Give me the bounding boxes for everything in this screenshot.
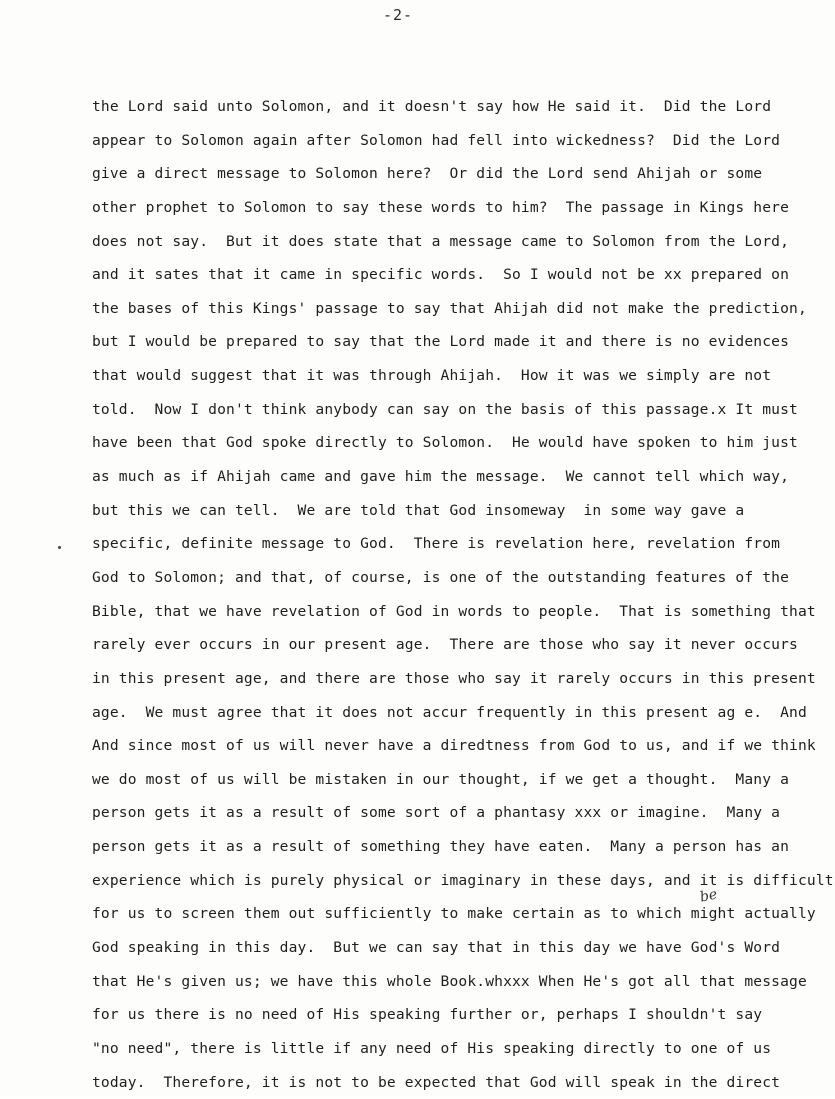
handwritten-insertion: be — [698, 886, 719, 906]
text-line: and it sates that it came in specific words. So I would not be xx prepared on — [92, 266, 790, 284]
text-line: have been that God spoke directly to Solomon. He would have spoken to him just — [92, 434, 798, 452]
text-line: age. We must agree that it does not accur frequently in this present ag e. And — [92, 703, 807, 721]
text-line: person gets it as a result of some sort of a phantasy xxx or imagine. Many a — [92, 804, 781, 822]
text-line: Bible, that we have revelation of God in words to people. That is something that — [92, 602, 816, 620]
text-line: the bases of this Kings' passage to say that Ahijah did not make the prediction, — [92, 299, 807, 317]
text-line: but I would be prepared to say that the Lord made it and there is no evidences — [92, 333, 790, 351]
text-line: specific, definite message to God. There is revelation here, revelation from — [92, 535, 781, 553]
text-line: give a direct message to Solomon here? Or did the Lord send Ahijah or some — [92, 165, 763, 183]
text-line: rarely ever occurs in our present age. There are those who say it never occurs — [92, 636, 798, 654]
stray-ink-mark — [58, 546, 61, 549]
text-line: God speaking in this day. But we can say that in this day we have God's Word — [92, 939, 781, 957]
text-line: as much as if Ahijah came and gave him the message. We cannot tell which way, — [92, 468, 790, 486]
text-line: today. Therefore, it is not to be expected that God will speak in the direct — [92, 1073, 781, 1091]
text-line: appear to Solomon again after Solomon had fell into wickedness? Did the Lord — [92, 131, 781, 149]
text-line: told. Now I don't think anybody can say on the basis of this passage.x It must — [92, 400, 798, 418]
text-line: God to Solomon; and that, of course, is one of the outstanding features of the — [92, 568, 790, 586]
text-line: for us there is no need of His speaking further or, perhaps I shouldn't say — [92, 1006, 763, 1024]
page-number: -2- — [382, 6, 414, 24]
text-line: other prophet to Solomon to say these words to him? The passage in Kings here — [92, 198, 790, 216]
text-line: for us to screen them out sufficiently to make certain as to which might actually — [92, 905, 816, 923]
text-line: does not say. But it does state that a message came to Solomon from the Lord, — [92, 232, 790, 250]
text-line: "no need", there is little if any need of His speaking directly to one of us — [92, 1039, 772, 1057]
text-line: experience which is purely physical or imaginary in these days, and it is difficult — [92, 871, 834, 889]
text-line: in this present age, and there are those who say it rarely occurs in this present — [92, 669, 816, 687]
text-line: but this we can tell. We are told that God insomeway in some way gave a — [92, 501, 745, 519]
typed-body-text — [92, 90, 834, 1099]
text-line: the Lord said unto Solomon, and it doesn't say how He said it. Did the Lord — [92, 98, 772, 115]
text-line: that He's given us; we have this whole Book.whxxx When He's got all that message — [92, 972, 807, 990]
text-line: And since most of us will never have a diredtness from God to us, and if we think — [92, 737, 816, 755]
text-line: we do most of us will be mistaken in our thought, if we get a thought. Many a — [92, 770, 790, 788]
text-line: person gets it as a result of something they have eaten. Many a person has an — [92, 838, 790, 856]
text-line: that would suggest that it was through Ahijah. How it was we simply are not — [92, 367, 772, 385]
